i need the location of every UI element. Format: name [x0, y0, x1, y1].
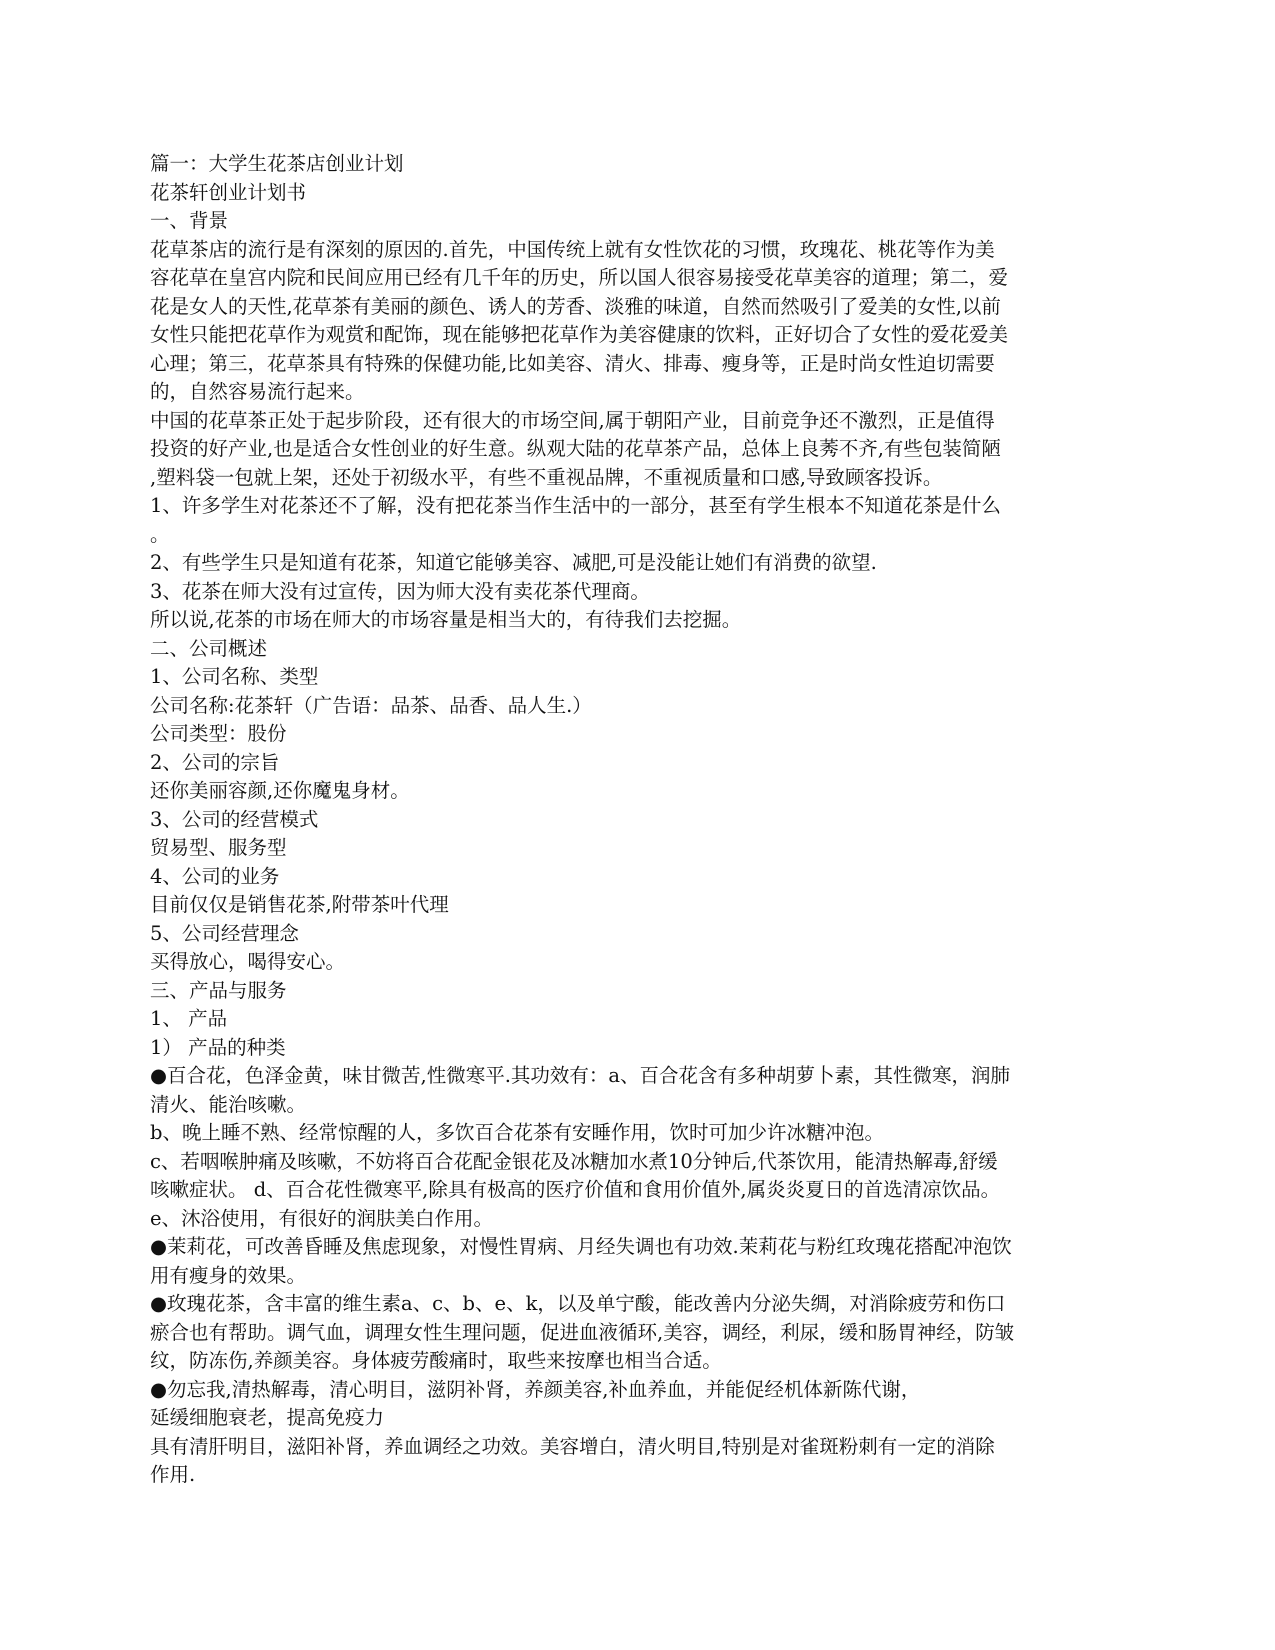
text-line: 花草茶店的流行是有深刻的原因的.首先，中国传统上就有女性饮花的习惯，玫瑰花、桃花等作为美 [150, 237, 995, 261]
text-line: 贸易型、服务型 [150, 836, 287, 859]
text-line: 具有清肝明目，滋阳补肾，养血调经之功效。美容增白，清火明目,特别是对雀斑粉刺有一定的消除 [150, 1434, 995, 1458]
subsection-heading: 1、 产品 [150, 1007, 228, 1030]
text-line: ,塑料袋一包就上架，还处于初级水平，有些不重视品牌，不重视质量和口感,导致顾客投诉。 [150, 465, 943, 489]
text-line: 目前仅仅是销售花茶,附带茶叶代理 [150, 893, 449, 916]
section-heading-background: 一、背景 [150, 209, 229, 232]
text-line: 还你美丽容颜,还你魔鬼身材。 [150, 779, 410, 802]
text-line: 纹，防冻伤,养颜美容。身体疲劳酸痛时，取些来按摩也相当合适。 [150, 1349, 722, 1372]
text-line: 咳嗽症状。 d、百合花性微寒平,除具有极高的医疗价值和食用价值外,属炎炎夏日的首选清凉饮品。 [150, 1178, 1001, 1201]
text-line: 的，自然容易流行起来。 [150, 380, 365, 403]
text-line: 女性只能把花草作为观赏和配饰，现在能够把花草作为美容健康的饮料，正好切合了女性的爱花爱美 [150, 323, 1009, 346]
document-title: 篇一：大学生花茶店创业计划 [150, 152, 404, 175]
text-line: 。 [150, 522, 170, 546]
text-line: 公司名称:花茶轩（广告语：品茶、品香、品人生.） [150, 693, 592, 717]
text-line: 瘀合也有帮助。调气血，调理女性生理问题，促进血液循环,美容，调经，利尿，缓和肠胃神经，防皱 [150, 1320, 1015, 1344]
text-line: 容花草在皇宫内院和民间应用已经有几千年的历史，所以国人很容易接受花草美容的道理；第二，爱 [150, 266, 1009, 289]
list-item: 3、花茶在师大没有过宣传，因为师大没有卖花茶代理商。 [150, 579, 650, 603]
text-line: e、沐浴使用，有很好的润肤美白作用。 [150, 1206, 494, 1230]
list-item: 2、有些学生只是知道有花茶，知道它能够美容、减肥,可是没能让她们有消费的欲望. [150, 551, 877, 574]
text-line: 用有瘦身的效果。 [150, 1263, 307, 1287]
bullet-item: ●百合花，色泽金黄，味甘微苦,性微寒平.其功效有：a、百合花含有多种胡萝卜素，其性微寒，润肺 [150, 1064, 1011, 1087]
text-line: 中国的花草茶正处于起步阶段，还有很大的市场空间,属于朝阳产业，目前竞争还不激烈，正是值得 [150, 408, 995, 432]
subsection-heading: 5、公司经营理念 [150, 921, 299, 945]
bullet-item: ●茉莉花，可改善昏睡及焦虑现象，对慢性胃病、月经失调也有功效.茉莉花与粉红玫瑰花搭配冲泡饮 [150, 1235, 1012, 1258]
section-heading-company: 二、公司概述 [150, 636, 268, 660]
text-line: b、晚上睡不熟、经常惊醒的人，多饮百合花茶有安睡作用，饮时可加少许冰糖冲泡。 [150, 1121, 884, 1144]
text-line: c、若咽喉肿痛及咳嗽，不妨将百合花配金银花及冰糖加水煮10分钟后,代茶饮用，能清热解毒,舒缓 [150, 1149, 998, 1173]
subsection-heading: 4、公司的业务 [150, 864, 280, 888]
text-line: 延缓细胞衰老，提高免疫力 [150, 1406, 385, 1429]
document-page [150, 150, 1130, 1490]
bullet-item: ●勿忘我,清热解毒，清心明目，滋阴补肾，养颜美容,补血养血，并能促经机体新陈代谢， [150, 1377, 921, 1401]
subsection-heading: 3、公司的经营模式 [150, 807, 319, 831]
bullet-item: ●玫瑰花茶，含丰富的维生素a、c、b、e、k，以及单宁酸，能改善内分泌失绸，对消除疲劳和伤口 [150, 1292, 1006, 1315]
text-line: 投资的好产业,也是适合女性创业的好生意。纵观大陆的花草茶产品，总体上良莠不齐,有些包装简陋 [150, 437, 1001, 460]
text-line: 心理；第三，花草茶具有特殊的保健功能,比如美容、清火、排毒、瘦身等，正是时尚女性迫切需要 [150, 351, 995, 375]
text-line: 公司类型：股份 [150, 722, 287, 745]
text-line: 买得放心，喝得安心。 [150, 950, 346, 973]
section-heading-products: 三、产品与服务 [150, 978, 287, 1002]
text-line: 所以说,花茶的市场在师大的市场容量是相当大的，有待我们去挖掘。 [150, 608, 742, 631]
subsection-heading: 2、公司的宗旨 [150, 750, 280, 774]
list-item: 1、许多学生对花茶还不了解，没有把花茶当作生活中的一部分，甚至有学生根本不知道花茶是什么 [150, 494, 1001, 517]
text-line: 清火、能治咳嗽。 [150, 1092, 307, 1116]
subsection-heading: 1） 产品的种类 [150, 1035, 286, 1059]
text-line: 作用. [150, 1463, 196, 1486]
text-line: 花是女人的天性,花草茶有美丽的颜色、诱人的芳香、淡雅的味道，自然而然吸引了爱美的女性,以前 [150, 294, 1001, 318]
plan-title: 花茶轩创业计划书 [150, 180, 307, 204]
subsection-heading: 1、公司名称、类型 [150, 665, 319, 688]
